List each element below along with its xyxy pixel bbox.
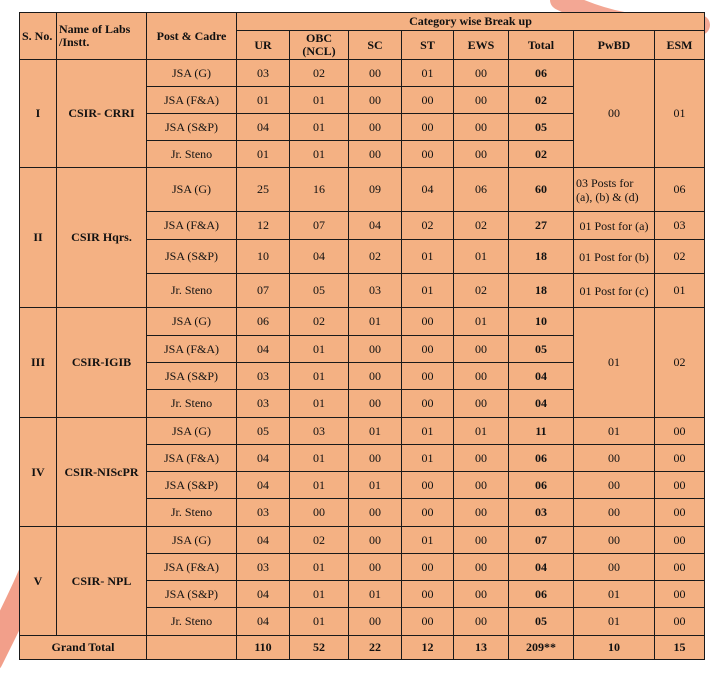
table-row — [20, 308, 705, 336]
count-ur: 07 — [237, 274, 290, 308]
count-ews: 01 — [454, 418, 509, 445]
count-sc: 00 — [349, 141, 402, 168]
count-ews: 00 — [454, 336, 509, 363]
post-cadre: JSA (G) — [147, 168, 237, 212]
esm-count: 01 — [655, 274, 705, 308]
count-st: 00 — [402, 554, 454, 581]
table-row — [20, 60, 705, 87]
count-ur: 01 — [237, 141, 290, 168]
count-obc: 01 — [290, 554, 349, 581]
count-ur: 04 — [237, 581, 290, 608]
count-st: 01 — [402, 60, 454, 87]
count-st: 01 — [402, 240, 454, 274]
lab-name: CSIR- NPL — [57, 527, 147, 636]
count-sc: 00 — [349, 445, 402, 472]
count-ur: 03 — [237, 60, 290, 87]
count-ews: 01 — [454, 308, 509, 336]
count-ur: 25 — [237, 168, 290, 212]
post-cadre: Jr. Steno — [147, 141, 237, 168]
lab-serial-number: I — [20, 60, 57, 168]
count-obc: 01 — [290, 445, 349, 472]
header-obc: OBC (NCL) — [290, 31, 349, 60]
post-cadre: Jr. Steno — [147, 274, 237, 308]
pwbd-count: 03 Posts for (a), (b) & (d) — [574, 168, 655, 212]
count-st: 04 — [402, 168, 454, 212]
count-sc: 00 — [349, 60, 402, 87]
post-cadre: JSA (S&P) — [147, 581, 237, 608]
vacancy-table — [19, 12, 705, 660]
pwbd-count: 01 — [574, 308, 655, 418]
count-sc: 02 — [349, 240, 402, 274]
pwbd-count: 00 — [574, 554, 655, 581]
count-sc: 00 — [349, 336, 402, 363]
table-row — [20, 418, 705, 445]
count-total: 04 — [509, 554, 574, 581]
post-cadre: JSA (F&A) — [147, 212, 237, 240]
count-total: 02 — [509, 141, 574, 168]
grand-total-obc: 52 — [290, 636, 349, 660]
count-sc: 09 — [349, 168, 402, 212]
count-st: 01 — [402, 418, 454, 445]
count-st: 00 — [402, 308, 454, 336]
pwbd-count: 01 — [574, 418, 655, 445]
pwbd-count: 01 — [574, 581, 655, 608]
post-cadre: JSA (G) — [147, 418, 237, 445]
grand-total-ur: 110 — [237, 636, 290, 660]
count-total: 06 — [509, 581, 574, 608]
count-obc: 01 — [290, 336, 349, 363]
count-obc: 01 — [290, 141, 349, 168]
count-obc: 02 — [290, 527, 349, 554]
count-ews: 01 — [454, 240, 509, 274]
count-ews: 02 — [454, 274, 509, 308]
count-ews: 00 — [454, 363, 509, 390]
esm-count: 00 — [655, 445, 705, 472]
post-cadre: JSA (S&P) — [147, 114, 237, 141]
table-row — [20, 527, 705, 554]
header-st: ST — [402, 31, 454, 60]
count-ur: 01 — [237, 87, 290, 114]
header-ur: UR — [237, 31, 290, 60]
count-st: 00 — [402, 336, 454, 363]
pwbd-count: 01 Post for (a) — [574, 212, 655, 240]
esm-count: 02 — [655, 308, 705, 418]
count-total: 03 — [509, 499, 574, 527]
count-sc: 00 — [349, 499, 402, 527]
post-cadre: Jr. Steno — [147, 499, 237, 527]
count-sc: 01 — [349, 581, 402, 608]
count-ur: 05 — [237, 418, 290, 445]
count-ur: 04 — [237, 445, 290, 472]
esm-count: 00 — [655, 499, 705, 527]
count-sc: 04 — [349, 212, 402, 240]
count-ur: 04 — [237, 527, 290, 554]
count-st: 00 — [402, 390, 454, 418]
count-total: 05 — [509, 114, 574, 141]
count-ur: 03 — [237, 363, 290, 390]
lab-serial-number: III — [20, 308, 57, 418]
count-st: 00 — [402, 363, 454, 390]
count-obc: 01 — [290, 390, 349, 418]
esm-count: 00 — [655, 581, 705, 608]
count-total: 06 — [509, 472, 574, 499]
header-pwbd: PwBD — [574, 31, 655, 60]
count-st: 00 — [402, 581, 454, 608]
count-sc: 00 — [349, 608, 402, 636]
count-ews: 00 — [454, 554, 509, 581]
count-total: 06 — [509, 60, 574, 87]
count-st: 01 — [402, 527, 454, 554]
lab-serial-number: IV — [20, 418, 57, 527]
count-ur: 04 — [237, 336, 290, 363]
lab-name: CSIR Hqrs. — [57, 168, 147, 308]
count-ur: 03 — [237, 554, 290, 581]
count-total: 18 — [509, 274, 574, 308]
count-obc: 05 — [290, 274, 349, 308]
count-st: 00 — [402, 499, 454, 527]
count-st: 02 — [402, 212, 454, 240]
count-obc: 01 — [290, 581, 349, 608]
count-ews: 00 — [454, 141, 509, 168]
count-st: 01 — [402, 274, 454, 308]
esm-count: 00 — [655, 554, 705, 581]
pwbd-count: 01 — [574, 608, 655, 636]
grand-total-row — [20, 636, 705, 660]
count-sc: 03 — [349, 274, 402, 308]
post-cadre: JSA (G) — [147, 60, 237, 87]
grand-total-ews: 13 — [454, 636, 509, 660]
count-ews: 00 — [454, 114, 509, 141]
header-ews: EWS — [454, 31, 509, 60]
header-post-cadre: Post & Cadre — [147, 13, 237, 60]
post-cadre: JSA (F&A) — [147, 336, 237, 363]
count-sc: 00 — [349, 363, 402, 390]
count-obc: 04 — [290, 240, 349, 274]
count-ews: 00 — [454, 390, 509, 418]
grand-total-esm: 15 — [655, 636, 705, 660]
pwbd-count: 00 — [574, 472, 655, 499]
pwbd-count: 00 — [574, 60, 655, 168]
grand-total-total: 209** — [509, 636, 574, 660]
post-cadre: JSA (F&A) — [147, 87, 237, 114]
table-row — [20, 168, 705, 212]
count-ews: 00 — [454, 87, 509, 114]
count-total: 11 — [509, 418, 574, 445]
post-cadre: JSA (S&P) — [147, 363, 237, 390]
count-st: 00 — [402, 608, 454, 636]
post-cadre: JSA (S&P) — [147, 472, 237, 499]
count-sc: 00 — [349, 554, 402, 581]
header-sno: S. No. — [20, 13, 57, 60]
count-st: 00 — [402, 141, 454, 168]
count-obc: 01 — [290, 87, 349, 114]
count-ews: 00 — [454, 60, 509, 87]
post-cadre: JSA (F&A) — [147, 445, 237, 472]
count-ews: 00 — [454, 445, 509, 472]
pwbd-count: 00 — [574, 445, 655, 472]
count-obc: 16 — [290, 168, 349, 212]
count-obc: 02 — [290, 60, 349, 87]
count-ews: 00 — [454, 608, 509, 636]
count-total: 06 — [509, 445, 574, 472]
count-st: 01 — [402, 445, 454, 472]
count-total: 27 — [509, 212, 574, 240]
count-obc: 02 — [290, 308, 349, 336]
esm-count: 00 — [655, 472, 705, 499]
count-ur: 10 — [237, 240, 290, 274]
post-cadre: Jr. Steno — [147, 390, 237, 418]
grand-total-st: 12 — [402, 636, 454, 660]
count-ews: 00 — [454, 581, 509, 608]
lab-name: CSIR-NIScPR — [57, 418, 147, 527]
pwbd-count: 01 Post for (b) — [574, 240, 655, 274]
count-obc: 03 — [290, 418, 349, 445]
count-total: 02 — [509, 87, 574, 114]
count-ur: 03 — [237, 499, 290, 527]
esm-count: 00 — [655, 527, 705, 554]
count-obc: 01 — [290, 114, 349, 141]
count-st: 00 — [402, 114, 454, 141]
count-st: 00 — [402, 87, 454, 114]
count-sc: 00 — [349, 390, 402, 418]
grand-total-pwbd: 10 — [574, 636, 655, 660]
count-sc: 01 — [349, 418, 402, 445]
esm-count: 00 — [655, 608, 705, 636]
count-total: 18 — [509, 240, 574, 274]
esm-count: 06 — [655, 168, 705, 212]
count-obc: 07 — [290, 212, 349, 240]
esm-count: 02 — [655, 240, 705, 274]
count-total: 07 — [509, 527, 574, 554]
count-ur: 06 — [237, 308, 290, 336]
post-cadre: JSA (S&P) — [147, 240, 237, 274]
post-cadre: JSA (F&A) — [147, 554, 237, 581]
count-sc: 01 — [349, 472, 402, 499]
count-total: 04 — [509, 363, 574, 390]
header-esm: ESM — [655, 31, 705, 60]
esm-count: 01 — [655, 60, 705, 168]
count-total: 05 — [509, 336, 574, 363]
count-ur: 12 — [237, 212, 290, 240]
pwbd-count: 00 — [574, 499, 655, 527]
header-lab-name: Name of Labs /Instt. — [57, 13, 147, 60]
count-ur: 04 — [237, 472, 290, 499]
count-ews: 02 — [454, 212, 509, 240]
lab-serial-number: II — [20, 168, 57, 308]
grand-total-label: Grand Total — [20, 636, 147, 660]
grand-total-sc: 22 — [349, 636, 402, 660]
lab-name: CSIR- CRRI — [57, 60, 147, 168]
post-cadre: JSA (G) — [147, 308, 237, 336]
header-category-breakup: Category wise Break up — [237, 13, 705, 31]
count-sc: 00 — [349, 527, 402, 554]
count-total: 60 — [509, 168, 574, 212]
count-total: 04 — [509, 390, 574, 418]
count-st: 00 — [402, 472, 454, 499]
count-sc: 01 — [349, 308, 402, 336]
count-total: 10 — [509, 308, 574, 336]
count-sc: 00 — [349, 87, 402, 114]
esm-count: 00 — [655, 418, 705, 445]
header-sc: SC — [349, 31, 402, 60]
count-sc: 00 — [349, 114, 402, 141]
esm-count: 03 — [655, 212, 705, 240]
grand-total-post-empty — [147, 636, 237, 660]
header-total: Total — [509, 31, 574, 60]
count-obc: 01 — [290, 363, 349, 390]
count-ur: 04 — [237, 608, 290, 636]
count-ews: 00 — [454, 499, 509, 527]
count-total: 05 — [509, 608, 574, 636]
count-obc: 01 — [290, 608, 349, 636]
count-ews: 00 — [454, 472, 509, 499]
pwbd-count: 01 Post for (c) — [574, 274, 655, 308]
lab-serial-number: V — [20, 527, 57, 636]
pwbd-count: 00 — [574, 527, 655, 554]
count-ur: 03 — [237, 390, 290, 418]
post-cadre: JSA (G) — [147, 527, 237, 554]
count-obc: 01 — [290, 472, 349, 499]
count-obc: 00 — [290, 499, 349, 527]
lab-name: CSIR-IGIB — [57, 308, 147, 418]
count-ur: 04 — [237, 114, 290, 141]
post-cadre: Jr. Steno — [147, 608, 237, 636]
count-ews: 06 — [454, 168, 509, 212]
count-ews: 00 — [454, 527, 509, 554]
